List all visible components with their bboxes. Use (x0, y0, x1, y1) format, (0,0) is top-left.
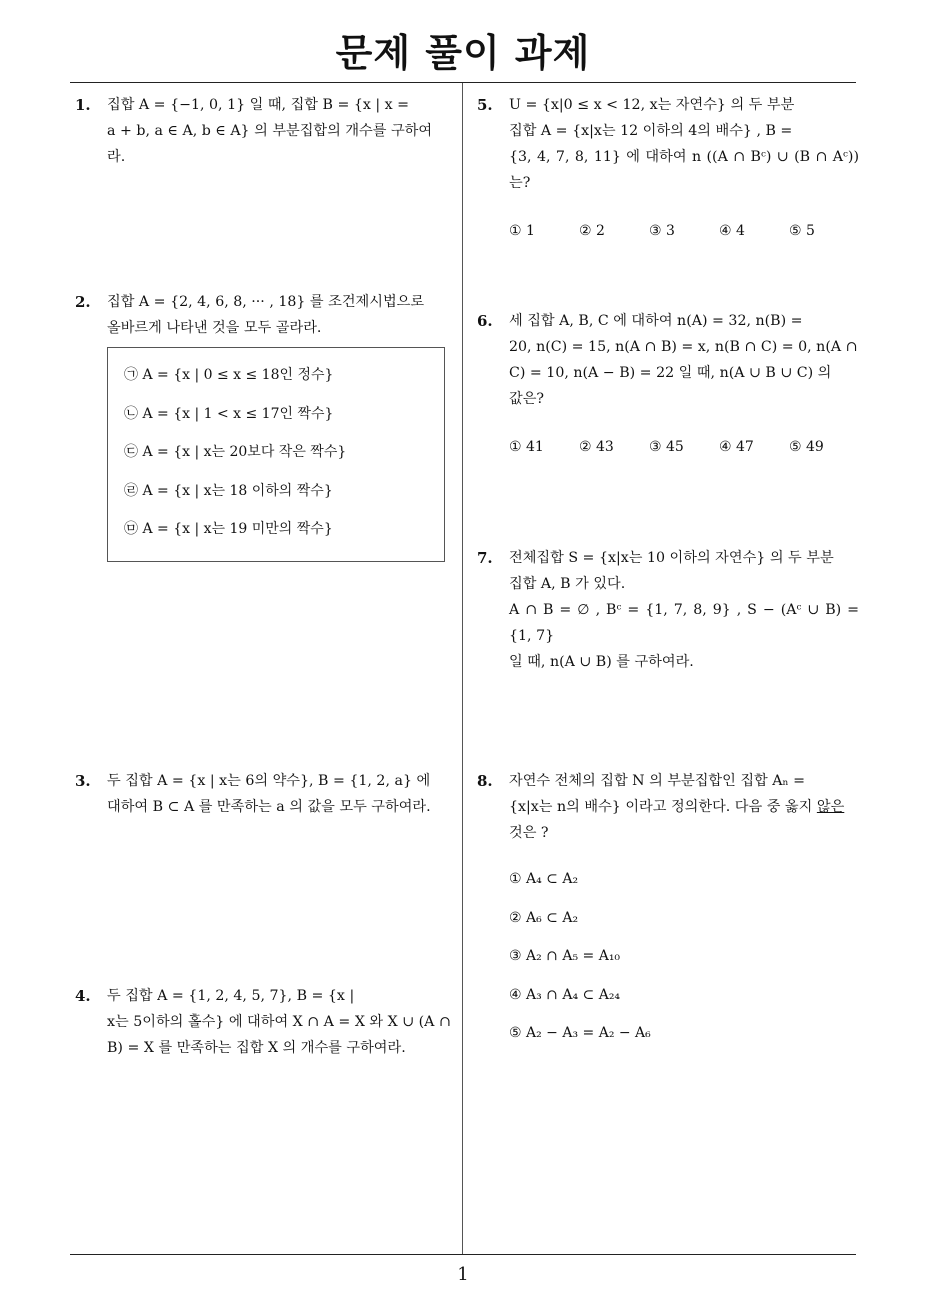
text-line: 값은? (509, 391, 545, 407)
text-line: 라. (107, 149, 126, 165)
choice-2: ② 43 (579, 439, 614, 455)
page-number: 1 (457, 1264, 469, 1285)
text-line: C) = 10, n(A − B) = 22 일 때, n(A ∪ B ∪ C) 의 (509, 365, 832, 381)
problem-number: 3. (75, 772, 91, 790)
text-line-part: {x|x는 n의 배수} 이라고 정의한다. 다음 중 옳지 (509, 799, 817, 815)
text-line: 일 때, n(A ∪ B) 를 구하여라. (509, 654, 694, 670)
choice-1: ① 1 (509, 223, 535, 239)
text-line: 집합 A = {x|x는 12 이하의 4의 배수} , B = (509, 123, 793, 139)
choice-1: ① 41 (509, 439, 544, 455)
answer-choices (509, 218, 859, 244)
text-line: 집합 A, B 가 있다. (509, 576, 626, 592)
text-line: {3, 4, 7, 8, 11} 에 대하여 n ((A ∩ Bᶜ) ∪ (B ∩ Aᶜ)) 는? (509, 149, 859, 191)
problem-text (509, 92, 859, 196)
text-line: 20, n(C) = 15, n(A ∩ B) = x, n(B ∩ C) = 0, n(A ∩ (509, 339, 858, 355)
problem-5 (477, 92, 859, 244)
text-line (509, 794, 859, 820)
option-item: ㉣ A = {x | x는 18 이하의 짝수} (124, 482, 333, 499)
problem-number: 8. (477, 772, 493, 790)
answer-choices (509, 866, 859, 1046)
problem-number: 7. (477, 549, 493, 567)
choice-3: ③ A₂ ∩ A₅ = A₁₀ (509, 948, 621, 964)
problem-1 (75, 92, 455, 170)
problem-text (107, 983, 455, 1061)
text-line: 두 집합 A = {1, 2, 4, 5, 7}, B = {x | (107, 988, 355, 1004)
text-line: 두 집합 A = {x | x는 6의 약수}, B = {1, 2, a} 에 (107, 773, 431, 789)
text-line: 집합 A = {2, 4, 6, 8, ··· , 18} 를 조건제시법으로 (107, 294, 425, 310)
choice-3: ③ 45 (649, 439, 684, 455)
problem-text (107, 768, 455, 820)
problem-2 (75, 289, 455, 562)
problem-8 (477, 768, 859, 1059)
problem-7 (477, 545, 859, 675)
choice-3: ③ 3 (649, 223, 675, 239)
option-item: ㉡ A = {x | 1 < x ≤ 17인 짝수} (124, 405, 334, 422)
text-line: 집합 A = {−1, 0, 1} 일 때, 집합 B = {x | x = (107, 97, 410, 113)
problem-number: 5. (477, 96, 493, 114)
choice-5: ⑤ A₂ − A₃ = A₂ − A₆ (509, 1025, 651, 1041)
bottom-rule (70, 1254, 856, 1255)
option-item: ㉠ A = {x | 0 ≤ x ≤ 18인 정수} (124, 367, 334, 383)
problem-number: 2. (75, 293, 91, 311)
problem-number: 4. (75, 987, 91, 1005)
page-title: 문제 풀이 과제 (335, 31, 591, 75)
column-divider (462, 83, 463, 1254)
choice-5: ⑤ 49 (789, 439, 824, 455)
answer-choices (509, 434, 859, 460)
option-item: ㉢ A = {x | x는 20보다 작은 짝수} (124, 444, 347, 460)
choice-5: ⑤ 5 (789, 223, 815, 239)
text-line: A ∩ B = ∅ , Bᶜ = {1, 7, 8, 9} , S − (Aᶜ ∪ B) = {1, 7} (509, 602, 859, 644)
choice-1: ① A₄ ⊂ A₂ (509, 871, 579, 887)
problem-text (509, 768, 859, 846)
choice-2: ② 2 (579, 223, 605, 239)
text-line: 전체집합 S = {x|x는 10 이하의 자연수} 의 두 부분 (509, 550, 834, 566)
option-item: ㉤ A = {x | x는 19 미만의 짝수} (124, 521, 333, 537)
underlined-emphasis: 않은 (816, 799, 845, 815)
text-line: 것은 ? (509, 825, 549, 841)
problem-text (107, 289, 455, 341)
problem-text (107, 92, 455, 170)
problem-number: 1. (75, 96, 91, 114)
problem-3 (75, 768, 455, 820)
text-line: B) = X 를 만족하는 집합 X 의 개수를 구하여라. (107, 1040, 406, 1056)
problem-number: 6. (477, 312, 493, 330)
choice-2: ② A₆ ⊂ A₂ (509, 909, 579, 926)
options-box (107, 347, 445, 562)
choice-4: ④ 47 (719, 439, 754, 455)
top-rule (70, 82, 856, 83)
problem-6 (477, 308, 859, 460)
text-line: a + b, a ∈ A, b ∈ A} 의 부분집합의 개수를 구하여 (107, 123, 433, 139)
text-line: U = {x|0 ≤ x < 12, x는 자연수} 의 두 부분 (509, 97, 795, 113)
problem-text (509, 545, 859, 675)
problem-text (509, 308, 859, 412)
problem-4 (75, 983, 455, 1061)
text-line: 세 집합 A, B, C 에 대하여 n(A) = 32, n(B) = (509, 313, 803, 329)
text-line: x는 5이하의 홀수} 에 대하여 X ∩ A = X 와 X ∪ (A ∩ (107, 1014, 451, 1030)
choice-4: ④ A₃ ∩ A₄ ⊂ A₂₄ (509, 986, 621, 1003)
text-line: 대하여 B ⊂ A 를 만족하는 a 의 값을 모두 구하여라. (107, 799, 431, 815)
choice-4: ④ 4 (719, 223, 745, 239)
text-line: 자연수 전체의 집합 N 의 부분집합인 집합 Aₙ = (509, 773, 806, 789)
text-line: 올바르게 나타낸 것을 모두 골라라. (107, 320, 322, 336)
